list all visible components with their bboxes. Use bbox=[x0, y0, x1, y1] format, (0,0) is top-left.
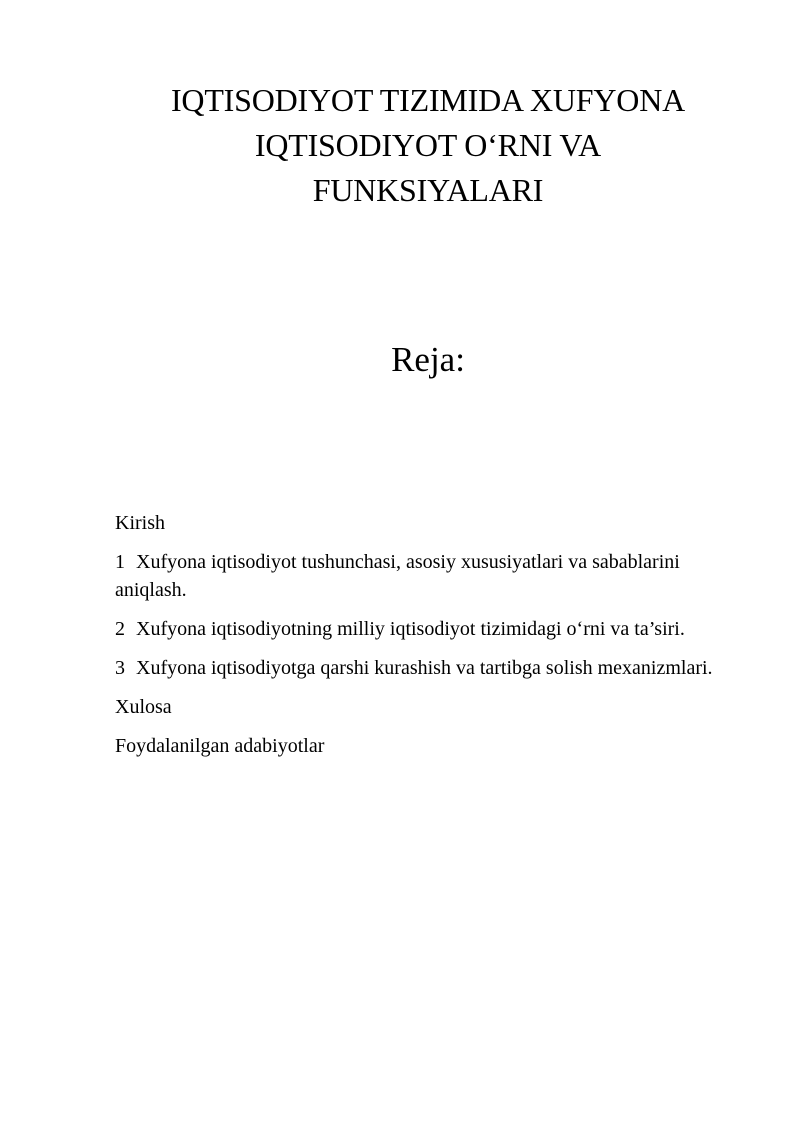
plan-item-text: Foydalanilgan adabiyotlar bbox=[115, 735, 325, 757]
title-line-2: IQTISODIYOT O‘RNI VA bbox=[254, 127, 602, 163]
plan-item-text: Xufyona iqtisodiyot tushunchasi, asosiy xususiyatlari va sabablarini aniqlash. bbox=[115, 551, 680, 601]
plan-heading: Reja: bbox=[391, 340, 465, 379]
plan-item-text: Kirish bbox=[115, 512, 165, 534]
document-title bbox=[115, 78, 741, 213]
plan-item-text: Xufyona iqtisodiyotning milliy iqtisodiyot tizimidagi o‘rni va ta’siri. bbox=[136, 618, 685, 640]
title-line-1: IQTISODIYOT TIZIMIDA XUFYONA bbox=[170, 82, 686, 118]
plan-item-text: Xulosa bbox=[115, 696, 172, 718]
plan-item-2 bbox=[115, 615, 735, 643]
plan-item-number: 2 bbox=[115, 618, 125, 640]
title-line-3: FUNKSIYALARI bbox=[312, 172, 544, 208]
plan-item-3 bbox=[115, 654, 735, 682]
plan-item-introduction bbox=[115, 509, 735, 537]
plan-item-text: Xufyona iqtisodiyotga qarshi kurashish va tartibga solish mexanizmlari. bbox=[136, 657, 713, 679]
plan-list bbox=[115, 509, 735, 771]
plan-item-conclusion bbox=[115, 693, 735, 721]
plan-item-1 bbox=[115, 548, 735, 604]
plan-item-references bbox=[115, 732, 735, 760]
plan-item-number: 3 bbox=[115, 657, 125, 679]
plan-item-number: 1 bbox=[115, 551, 125, 573]
